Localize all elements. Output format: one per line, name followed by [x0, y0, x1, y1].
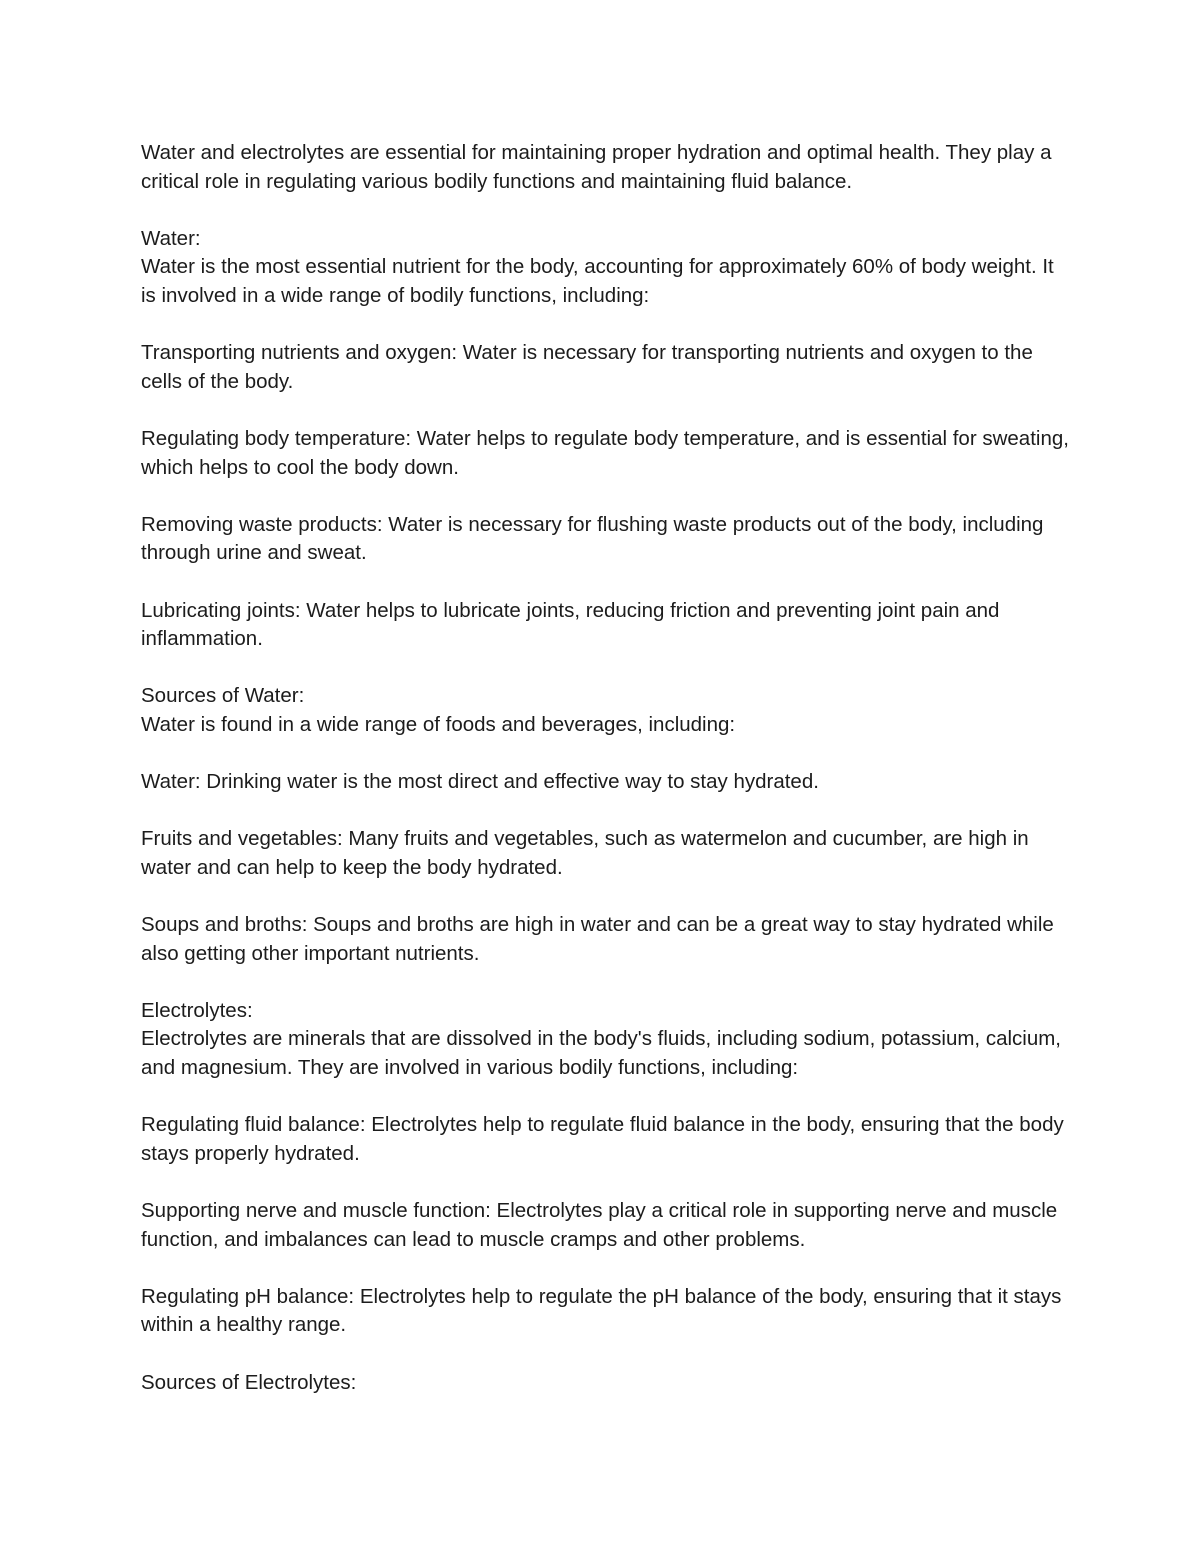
- electrolytes-heading: Electrolytes:: [141, 998, 253, 1022]
- water-source-soups: Soups and broths: Soups and broths are high in water and can be a great way to stay hydrated while also getting other important nutrients.: [141, 913, 1054, 965]
- sources-of-water-heading: Sources of Water:: [141, 684, 305, 708]
- water-function-waste: Removing waste products: Water is necessary for flushing waste products out of the body, including through urine and sweat.: [141, 512, 1044, 565]
- electrolyte-function-fluid: Regulating fluid balance: Electrolytes help to regulate fluid balance in the body, ensuring that the body stays properly hydrated.: [141, 1113, 1064, 1165]
- electrolytes-intro-paragraph: Electrolytes are minerals that are dissolved in the body's fluids, including sodium, potassium, calcium, and magnesium. They are involved in various bodily functions, including:: [141, 1027, 1062, 1079]
- water-function-temperature: Regulating body temperature: Water helps to regulate body temperature, and is essential for sweating, which helps to cool the body down.: [141, 426, 1069, 479]
- electrolyte-function-nerve: Supporting nerve and muscle function: Electrolytes play a critical role in supporting nerve and muscle function, and imbalances can lead to muscle cramps and other problems.: [141, 1198, 1058, 1251]
- document-body: [141, 139, 1071, 1397]
- electrolyte-function-ph: Regulating pH balance: Electrolytes help to regulate the pH balance of the body, ensuring that it stays within a healthy range.: [141, 1284, 1062, 1337]
- water-source-drinking: Water: Drinking water is the most direct and effective way to stay hydrated.: [141, 770, 819, 794]
- water-function-joints: Lubricating joints: Water helps to lubricate joints, reducing friction and preventing joint pain and inflammation.: [141, 598, 1000, 651]
- intro-paragraph: Water and electrolytes are essential for maintaining proper hydration and optimal health. They play a critical role in regulating various bodily functions and maintaining fluid balance.: [141, 141, 1052, 193]
- sources-of-water-intro: Water is found in a wide range of foods and beverages, including:: [141, 712, 736, 736]
- water-heading: Water:: [141, 226, 201, 250]
- water-function-transport: Transporting nutrients and oxygen: Water is necessary for transporting nutrients and oxygen to the cells of the body.: [141, 341, 1033, 393]
- water-source-fruits: Fruits and vegetables: Many fruits and vegetables, such as watermelon and cucumber, are high in water and can help to keep the body hydrated.: [141, 827, 1029, 879]
- sources-of-electrolytes-heading: Sources of Electrolytes:: [141, 1370, 357, 1394]
- water-intro-paragraph: Water is the most essential nutrient for the body, accounting for approximately 60% of body weight. It is involved in a wide range of bodily functions, including:: [141, 255, 1054, 307]
